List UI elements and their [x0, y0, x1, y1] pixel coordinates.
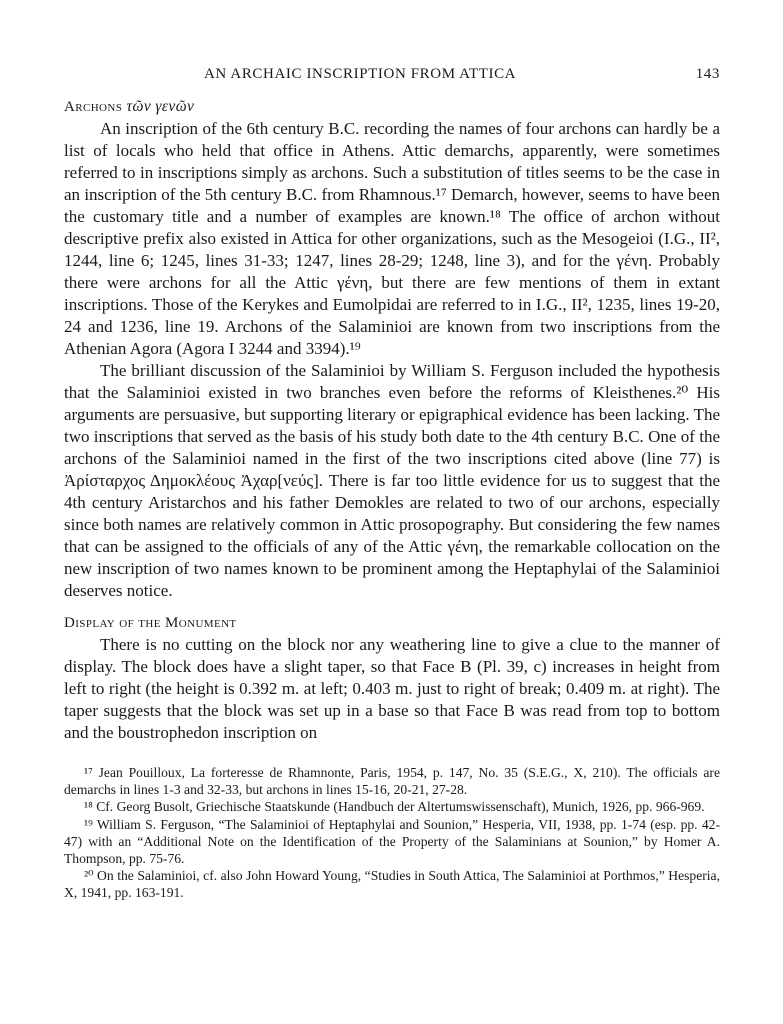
- paragraph: An inscription of the 6th century B.C. recording the names of four archons can hardly be a list of locals who held that office in Athens. Attic demarchs, apparently, were sometimes referred to in inscriptions simply as archons. Such a substitution of titles seems to be the case in an inscription of the 5th century B.C. from Rhamnous.¹⁷ Demarch, however, seems to have been the customary title and a number of examples are known.¹⁸ The office of archon without descriptive prefix also existed in Attica for other organizations, such as the Mesogeioi (I.G., II², 1244, line 6; 1245, lines 31-33; 1247, lines 28-29; 1248, line 3), and for the γένη. Probably there were archons for all the Attic γένη, but there are few mentions of them in extant inscriptions. Those of the Kerykes and Eumolpidai are referred to in I.G., II², 1235, lines 19-20, 24 and 1236, line 19. Archons of the Salaminioi are known from two inscriptions from the Athenian Agora (Agora I 3244 and 3394).¹⁹: [64, 119, 720, 358]
- footnote-20: ²⁰ On the Salaminioi, cf. also John Howard Young, “Studies in South Attica, The Salaminioi at Porthmos,” Hesperia, X, 1941, pp. 163-191.: [64, 868, 720, 901]
- running-head: [64, 64, 720, 86]
- section-heading-archons: [64, 98, 720, 116]
- footnote-19: ¹⁹ William S. Ferguson, “The Salaminioi of Heptaphylai and Sounion,” Hesperia, VII, 1938, pp. 1-74 (esp. pp. 42-47) with an “Additional Note on the Identification of the Property of the Salaminians at Sounion,” by Homer A. Thompson, pp. 75-76.: [64, 816, 720, 867]
- footnote-17: ¹⁷ Jean Pouilloux, La forteresse de Rhamnonte, Paris, 1954, p. 147, No. 35 (S.E.G., X, 210). The officials are demarchs in lines 1-3 and 32-33, but archons in lines 15-16, 20-21, 27-28.: [64, 765, 720, 798]
- paragraph: The brilliant discussion of the Salaminioi by William S. Ferguson included the hypothesis that the Salaminioi existed in two branches even before the reforms of Kleisthenes.²⁰ His arguments are persuasive, but supporting literary or epigraphical evidence has been lacking. The two inscriptions that served as the basis of his study both date to the 4th century B.C. One of the archons of the Salaminioi named in the first of the two inscriptions cited above (line 77) is Ἀρίσταρχος Δημοκλέους Ἀχαρ[νεύς]. There is far too little evidence for us to suggest that the 4th century Aristarchos and his father Demokles are related to two of our archons, especially since both names are relatively common in Attic prosopography. But considering the few names that can be assigned to the officials of any of the Attic γένη, the remarkable collocation on the new inscription of two names known to be prominent among the Heptaphylai of the Salaminioi deserves notice.: [64, 361, 720, 600]
- footnotes: [64, 764, 720, 902]
- section-heading-display: [64, 614, 720, 632]
- section-heading-text: Archons: [64, 99, 123, 115]
- paragraph: There is no cutting on the block nor any weathering line to give a clue to the manner of display. The block does have a slight taper, so that Face B (Pl. 39, c) increases in height from left to right (the height is 0.392 m. at left; 0.403 m. just to right of break; 0.409 m. at right). The taper suggests that the block was set up in a base so that Face B was read from top to bottom and the boustrophedon inscription on: [64, 635, 720, 742]
- page-number: 143: [695, 66, 720, 82]
- page: [64, 64, 720, 902]
- section-heading-text: Display of the Monument: [64, 615, 237, 631]
- running-title: AN ARCHAIC INSCRIPTION FROM ATTICA: [204, 66, 517, 82]
- section-heading-greek: τῶν γενῶν: [126, 98, 195, 115]
- footnote-18: ¹⁸ Cf. Georg Busolt, Griechische Staatskunde (Handbuch der Altertumswissenschaft), Munich, 1926, pp. 966-969.: [84, 799, 705, 815]
